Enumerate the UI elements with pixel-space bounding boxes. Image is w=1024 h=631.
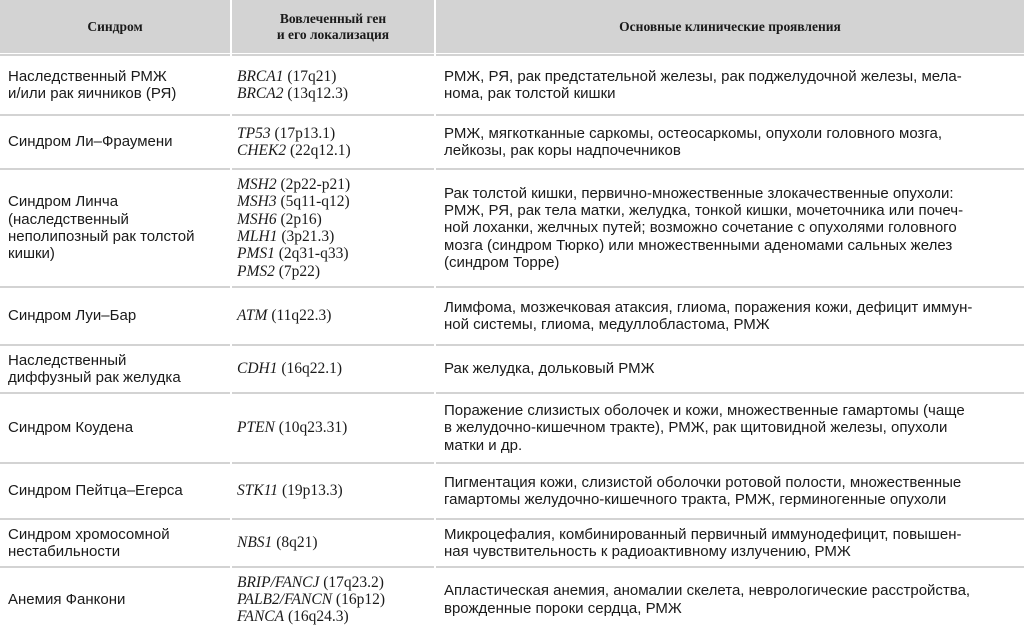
clinical-text: (синдром Торре) [444,253,560,271]
gene-locus: (17p13.1) [274,124,336,142]
gene-locus: (10q23.31) [278,419,348,437]
table-row [0,56,1024,114]
gene-name: PMS1 [237,245,275,263]
gene-entry [237,125,434,142]
gene-locus: (17q21) [287,67,337,85]
gene-name: MSH6 [237,210,277,228]
clinical-text: Апластическая анемия, аномалии скелета, неврологические расстройства, [444,582,971,600]
clinical-text: ной лоханки, желчных путей; возможно сочетание с опухолями головного [444,219,957,237]
gene-locus: (13q12.3) [287,85,349,102]
clinical-cell [436,346,1024,392]
clinical-text: Поражение слизистых оболочек и кожи, множественные гамартомы (чаще [444,402,965,420]
syndrome-cell [0,568,230,631]
clinical-text: РМЖ, мягкотканные саркомы, остеосаркомы, опухоли головного мозга, [444,124,943,142]
header-gene-line1: Вовлеченный ген [279,10,387,26]
syndrome-cell [0,116,230,168]
gene-name: ATM [237,307,268,325]
table-row [0,394,1024,462]
gene-entry [237,211,434,228]
clinical-text: в желудочно-кишечном тракте), РМЖ, рак щитовидной железы, опухоли [444,419,948,437]
column-divider [230,0,232,631]
syndrome-cell [0,394,230,462]
table-row [0,116,1024,168]
syndrome-text: кишки) [8,245,55,263]
gene-name: CDH1 [237,360,278,378]
clinical-cell [436,56,1024,114]
gene-cell [232,116,434,168]
gene-locus: (16q24.3) [287,608,349,626]
syndrome-cell [0,346,230,392]
gene-name: MSH2 [237,176,277,194]
gene-locus: (2q31-q33) [278,245,349,263]
syndrome-text: Синдром Луи–Бар [8,307,137,325]
gene-cell [232,346,434,392]
syndrome-cell [0,288,230,344]
gene-name: FANCA [237,608,285,626]
syndrome-cell [0,520,230,566]
gene-entry [237,263,434,280]
clinical-text: лейкозы, рак коры надпочечников [444,142,681,159]
gene-name: MLH1 [237,228,278,245]
clinical-text: ной системы, глиома, медуллобластома, РМЖ [444,316,770,333]
gene-locus: (19p13.3) [281,482,343,500]
gene-entry [237,307,434,324]
column-divider [434,0,436,631]
gene-entry [237,482,434,499]
syndrome-text: и/или рак яичников (РЯ) [8,85,177,102]
syndrome-cell [0,464,230,518]
gene-entry [237,360,434,377]
gene-cell [232,520,434,566]
clinical-text: нома, рак толстой кишки [444,85,616,102]
syndrome-text: Наследственный РМЖ [8,67,167,85]
header-gene-line2: и его локализация [276,26,390,42]
gene-locus: (2p22-p21) [280,176,351,194]
table-row [0,520,1024,566]
syndrome-text: Анемия Фанкони [8,590,126,608]
gene-cell [232,464,434,518]
header-clinical-label: Основные клинические проявления [619,18,841,34]
header-syndrome-label: Синдром [87,18,143,34]
gene-name: PTEN [237,419,275,437]
gene-cell [232,170,434,286]
clinical-cell [436,116,1024,168]
gene-locus: (17q23.2) [323,573,384,591]
header-clinical [436,0,1024,53]
gene-name: CHEK2 [237,142,287,159]
table-row [0,346,1024,392]
clinical-cell [436,170,1024,286]
gene-entry [237,228,434,245]
clinical-cell [436,520,1024,566]
clinical-text: Пигментация кожи, слизистой оболочки ротовой полости, множественные [444,473,962,491]
clinical-text: РМЖ, РЯ, рак тела матки, желудка, тонкой кишки, мочеточника или почеч- [444,202,964,220]
gene-name: TP53 [237,124,271,142]
gene-locus: (2p16) [280,210,322,228]
gene-locus: (7p22) [278,262,321,280]
gene-name: BRCA2 [237,85,284,102]
syndrome-text: Синдром Коудена [8,419,134,437]
gene-locus: (16p12) [335,590,385,608]
gene-name: BRIP/FANCJ [237,573,320,591]
syndrome-text: неполипозный рак толстой [8,228,195,245]
clinical-text: ная чувствительность к радиоактивному излучению, РМЖ [444,543,851,560]
gene-name: PALB2/FANCN [237,590,333,608]
table-row [0,288,1024,344]
clinical-text: гамартомы желудочно-кишечного тракта, РМЖ, герминогенные опухоли [444,491,947,508]
syndrome-text: Синдром Ли–Фраумени [8,133,173,151]
clinical-text: Рак толстой кишки, первично-множественные злокачественные опухоли: [444,184,954,202]
table-row [0,170,1024,286]
gene-locus: (11q22.3) [271,307,332,325]
syndrome-text: (наследственный [8,210,129,228]
syndrome-cell [0,56,230,114]
clinical-text: Микроцефалия, комбинированный первичный иммунодефицит, повышен- [444,525,962,543]
gene-entry [237,176,434,193]
gene-name: PMS2 [237,262,275,280]
gene-locus: (3p21.3) [281,228,335,245]
clinical-text: РМЖ, РЯ, рак предстательной железы, рак поджелудочной железы, мела- [444,67,962,85]
clinical-text: матки и др. [444,436,523,454]
gene-cell [232,288,434,344]
clinical-text: Рак желудка, дольковый РМЖ [444,360,655,378]
gene-entry [237,68,434,85]
syndrome-text: Наследственный [8,351,127,369]
syndrome-text: Синдром хромосомной [8,525,170,543]
syndrome-text: Синдром Линча [8,193,119,211]
gene-locus: (5q11-q12) [280,193,350,211]
gene-name: NBS1 [237,534,273,552]
header-gene [232,0,434,53]
gene-entry [237,574,434,591]
gene-entry [237,608,434,625]
clinical-text: мозга (синдром Тюрко) или множественными аденомами сальных желез [444,236,953,254]
gene-locus: (16q22.1) [281,360,343,378]
gene-cell [232,568,434,631]
syndrome-text: нестабильности [8,543,121,560]
header-syndrome [0,0,230,53]
clinical-cell [436,568,1024,631]
gene-entry [237,245,434,262]
gene-cell [232,394,434,462]
gene-entry [237,142,434,159]
syndrome-text: диффузный рак желудка [8,369,181,386]
gene-entry [237,419,434,436]
syndrome-text: Синдром Пейтца–Егерса [8,482,183,500]
clinical-cell [436,464,1024,518]
table-row [0,464,1024,518]
gene-entry [237,534,434,551]
clinical-cell [436,288,1024,344]
gene-locus: (22q12.1) [289,142,351,159]
gene-locus: (8q21) [276,534,318,552]
gene-entry [237,591,434,608]
gene-entry [237,85,434,102]
gene-cell [232,56,434,114]
clinical-cell [436,394,1024,462]
gene-name: BRCA1 [237,67,284,85]
gene-name: STK11 [237,482,279,500]
gene-entry [237,193,434,210]
syndrome-cell [0,170,230,286]
clinical-text: Лимфома, мозжечковая атаксия, глиома, поражения кожи, дефицит иммун- [444,298,973,316]
clinical-text: врожденные пороки сердца, РМЖ [444,599,682,617]
table-row [0,568,1024,631]
gene-name: MSH3 [237,193,277,211]
